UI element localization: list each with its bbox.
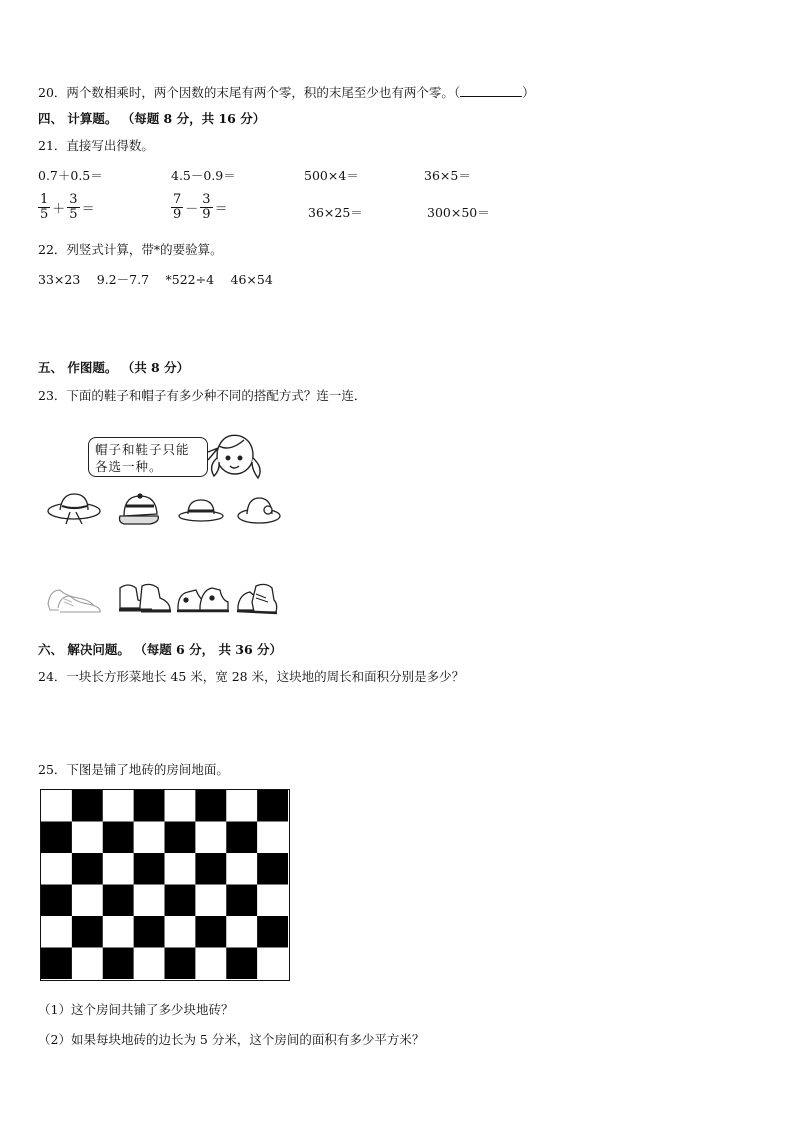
floor-tile: [134, 790, 165, 822]
floor-tile: [41, 790, 72, 822]
question-22-prompt: 22．列竖式计算，带*的要验算。: [38, 242, 223, 257]
question-25-prompt: 25．下图是铺了地砖的房间地面。: [38, 762, 229, 777]
floor-tile: [195, 916, 226, 948]
question-25-sub-1: （1）这个房间共铺了多少块地砖？: [38, 1002, 234, 1017]
bubble-line: 各选一种。: [95, 459, 163, 474]
floor-tile: [257, 790, 288, 822]
calc-item: 4.5－0.9＝: [171, 168, 236, 183]
floor-tile: [103, 885, 134, 917]
calc-item: 0.7＋0.5＝: [38, 168, 103, 183]
floor-tile: [165, 948, 196, 980]
floor-tile: [165, 822, 196, 854]
floor-tile: [165, 790, 196, 822]
question-20-text: 20．两个数相乘时，两个因数的末尾有两个零，积的末尾至少也有两个零。（: [38, 85, 461, 100]
floor-tile: [195, 885, 226, 917]
floor-tile: [72, 916, 103, 948]
hat-icon: [179, 500, 223, 521]
floor-tile: [226, 853, 257, 885]
floor-tile: [257, 885, 288, 917]
fraction: $\frac{3}{9}$: [202, 192, 211, 223]
floor-tile: [195, 853, 226, 885]
floor-tile: [226, 916, 257, 948]
floor-tile: [134, 822, 165, 854]
girl-icon: [212, 435, 261, 478]
floor-tile: [41, 916, 72, 948]
floor-tile: [226, 790, 257, 822]
fraction-expression-a: $\frac{1}{5}$ ＋ $\frac{3}{5}$ ＝: [40, 192, 95, 223]
fraction: $\frac{1}{5}$: [40, 192, 49, 223]
tile-floor-grid: [40, 789, 290, 981]
floor-tile: [134, 916, 165, 948]
floor-tile: [41, 853, 72, 885]
question-24-prompt: 24．一块长方形菜地长 45 米，宽 28 米，这块地的周长和面积分别是多少？: [38, 669, 465, 684]
floor-tile: [103, 853, 134, 885]
floor-tile: [72, 790, 103, 822]
fraction: $\frac{7}{9}$: [173, 192, 182, 223]
section-6-title: 六、 解决问题。 （每题 6 分， 共 36 分）: [38, 642, 283, 657]
question-22-items: 33×23 9.2－7.7 *522÷4 46×54: [38, 272, 273, 287]
question-25-sub-2: （2）如果每块地砖的边长为 5 分米，这个房间的面积有多少平方米？: [38, 1032, 425, 1047]
floor-tile: [72, 822, 103, 854]
floor-tile: [165, 916, 196, 948]
floor-tile: [134, 885, 165, 917]
floor-tile: [195, 822, 226, 854]
floor-tile: [165, 853, 196, 885]
question-23-prompt: 23．下面的鞋子和帽子有多少种不同的搭配方式？连一连．: [38, 388, 367, 403]
tile-grid-svg: [41, 790, 288, 979]
floor-tile: [257, 948, 288, 980]
floor-tile: [72, 948, 103, 980]
floor-tile: [226, 885, 257, 917]
cap-icon: [120, 494, 159, 524]
calc-item: 36×25＝: [308, 205, 363, 220]
floor-tile: [134, 948, 165, 980]
floor-tile: [72, 853, 103, 885]
floor-tile: [257, 822, 288, 854]
floor-tile: [41, 948, 72, 980]
fraction: $\frac{3}{5}$: [69, 192, 78, 223]
floor-tile: [134, 853, 165, 885]
bubble-line: 帽子和鞋子只能: [95, 442, 190, 457]
floor-tile: [257, 853, 288, 885]
floor-tile: [41, 822, 72, 854]
calc-item: 500×4＝: [304, 168, 359, 183]
hat-icon: [238, 498, 280, 523]
floor-tile: [165, 885, 196, 917]
fraction-expression-b: $\frac{7}{9}$ － $\frac{3}{9}$ ＝: [173, 192, 228, 223]
floor-tile: [195, 948, 226, 980]
floor-tile: [103, 822, 134, 854]
shoe-icon: [177, 588, 229, 611]
floor-tile: [257, 916, 288, 948]
floor-tile: [226, 822, 257, 854]
floor-tile: [41, 885, 72, 917]
section-5-title: 五、 作图题。 （共 8 分）: [38, 360, 190, 375]
floor-tile: [103, 916, 134, 948]
calc-item: 300×50＝: [427, 205, 490, 220]
question-21-prompt: 21．直接写出得数。: [38, 138, 154, 153]
section-4-title: 四、 计算题。 （每题 8 分，共 16 分）: [38, 111, 266, 126]
shoe-icon: [119, 584, 171, 611]
floor-tile: [195, 790, 226, 822]
question-20-close: ）: [522, 85, 535, 100]
shoe-icon: [237, 584, 277, 613]
hat-icon: [48, 494, 100, 524]
shoe-icon: [48, 590, 100, 612]
floor-tile: [103, 790, 134, 822]
floor-tile: [226, 948, 257, 980]
floor-tile: [72, 885, 103, 917]
floor-tile: [103, 948, 134, 980]
calc-item: 36×5＝: [424, 168, 471, 183]
